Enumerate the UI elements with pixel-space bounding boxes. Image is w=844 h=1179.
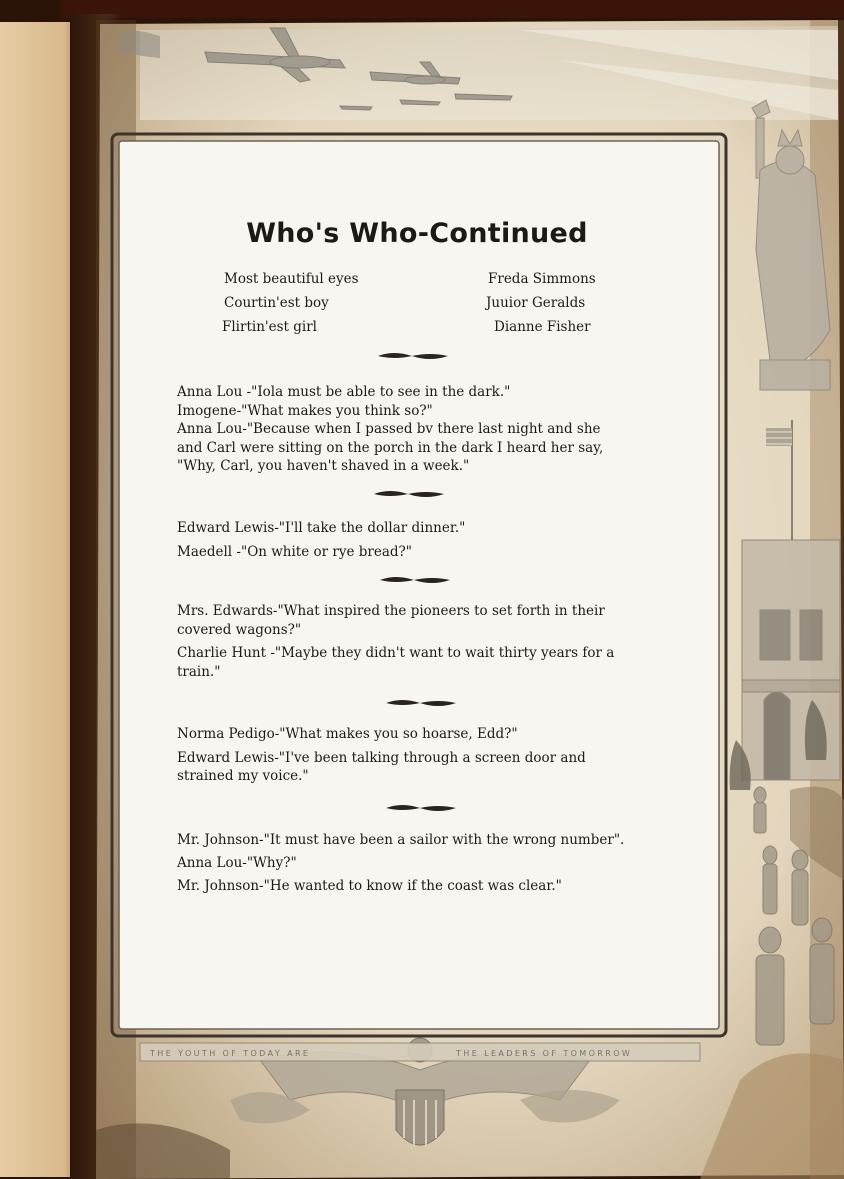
divider-ornament [372, 488, 446, 500]
joke-block [177, 602, 663, 681]
joke-line: Anna Lou -"Iola must be able to see in the dark." [177, 384, 511, 400]
joke-line: Anna Lou-"Because when I passed bv there last night and she [177, 421, 601, 437]
joke-line: Charlie Hunt -"Maybe they didn't want to wait thirty years for a [177, 645, 615, 661]
joke-block [177, 725, 663, 786]
award-winner: Dianne Fisher [494, 319, 591, 335]
award-winner: Freda Simmons [488, 271, 596, 287]
divider-ornament [384, 697, 458, 709]
divider-ornament [384, 802, 458, 814]
joke-line: Mrs. Edwards-"What inspired the pioneers to set forth in their [177, 603, 605, 619]
joke-block [177, 829, 663, 898]
joke-line: Edward Lewis-"I've been talking through a screen door and [177, 749, 586, 766]
joke-line: "Why, Carl, you haven't shaved in a week." [177, 458, 470, 474]
joke-block [177, 516, 663, 564]
banner-text-left: THE YOUTH OF TODAY ARE [150, 1049, 311, 1058]
joke-line: Mr. Johnson-"He wanted to know if the coast was clear." [177, 878, 562, 894]
divider-ornament [376, 350, 450, 362]
joke-line: and Carl were sitting on the porch in the dark I heard her say, [177, 439, 604, 456]
joke-block [177, 383, 663, 476]
award-winner: Juuior Geralds [486, 295, 586, 311]
banner-text-right: THE LEADERS OF TOMORROW [456, 1049, 633, 1058]
joke-line: Anna Lou-"Why?" [177, 855, 297, 871]
page-title: Who's Who-Continued [246, 218, 588, 249]
joke-line: Mr. Johnson-"It must have been a sailor with the wrong number". [177, 832, 625, 848]
joke-line: Maedell -"On white or rye bread?" [177, 544, 412, 560]
joke-line: covered wagons?" [177, 621, 302, 638]
joke-line: train." [177, 663, 221, 680]
award-category: Most beautiful eyes [224, 271, 359, 287]
joke-line: Norma Pedigo-"What makes you so hoarse, Edd?" [177, 726, 518, 742]
joke-line: Edward Lewis-"I'll take the dollar dinner." [177, 520, 466, 536]
joke-line: Imogene-"What makes you think so?" [177, 402, 433, 419]
joke-line: strained my voice." [177, 768, 309, 784]
award-category: Courtin'est boy [224, 295, 329, 311]
divider-ornament [378, 574, 452, 586]
award-category: Flirtin'est girl [222, 319, 317, 335]
